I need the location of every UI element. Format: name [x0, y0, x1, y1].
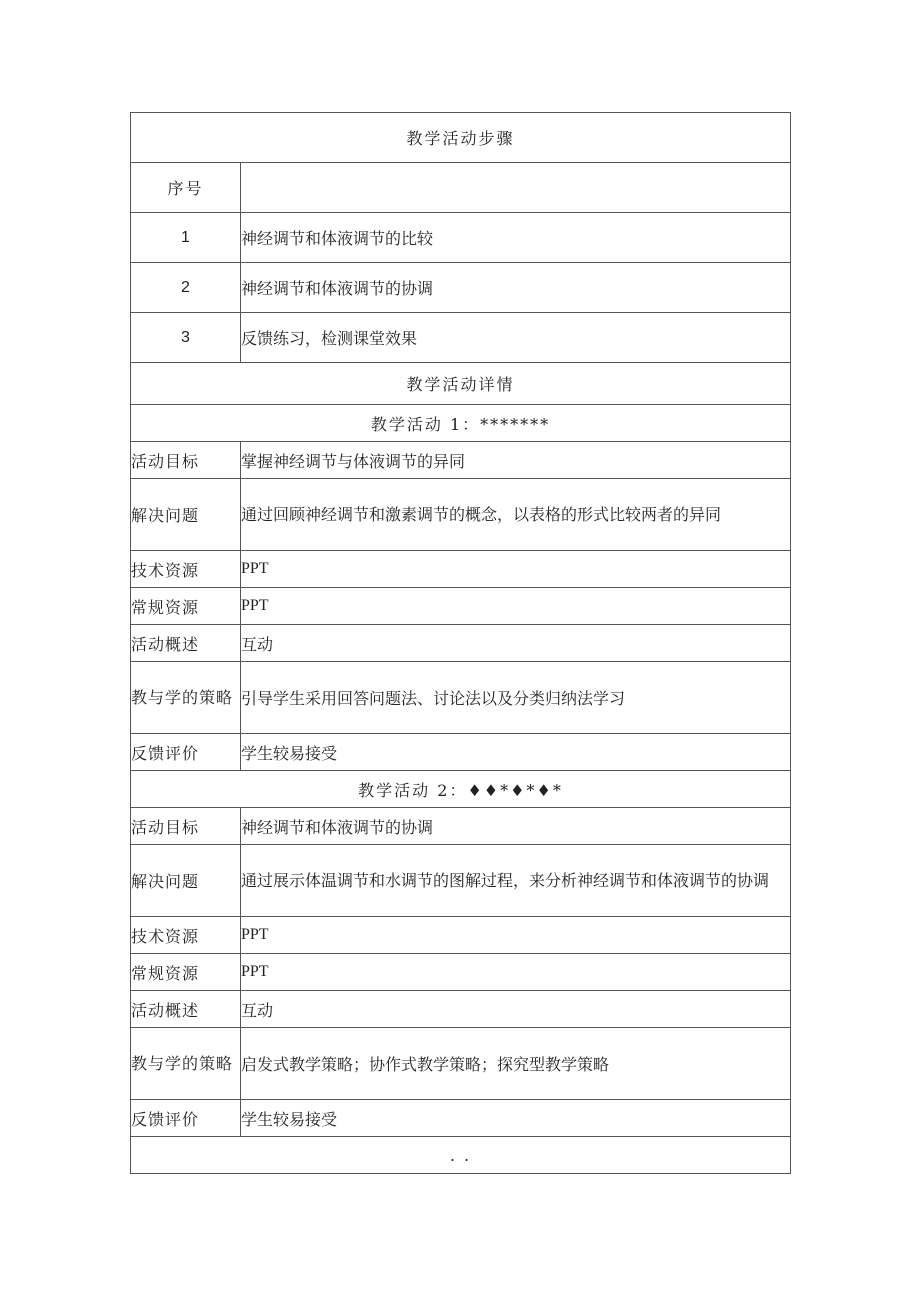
step-number: 2	[131, 263, 241, 313]
activity-1-row	[131, 734, 791, 771]
activity-2-title: 教学活动 2：♦♦*♦*♦*	[131, 771, 791, 808]
activity-2-row	[131, 1028, 791, 1100]
row-value: 学生较易接受	[241, 734, 791, 771]
activity-1-row	[131, 479, 791, 551]
details-header: 教学活动详情	[131, 363, 791, 405]
row-label: 活动概述	[131, 991, 241, 1028]
lesson-plan-table	[130, 112, 791, 1174]
row-label: 反馈评价	[131, 1100, 241, 1137]
row-value: 通过回顾神经调节和激素调节的概念，以表格的形式比较两者的异同	[241, 479, 791, 551]
step-text: 反馈练习，检测课堂效果	[241, 313, 791, 363]
seq-label: 序号	[131, 163, 241, 213]
row-label: 教与学的策略	[131, 1028, 241, 1100]
step-row	[131, 313, 791, 363]
row-value: 互动	[241, 625, 791, 662]
activity-1-row	[131, 625, 791, 662]
activity-2-row	[131, 845, 791, 917]
activity-2-row	[131, 917, 791, 954]
activity-2-row	[131, 991, 791, 1028]
seq-empty-cell	[241, 163, 791, 213]
steps-column-header-row	[131, 163, 791, 213]
step-row	[131, 213, 791, 263]
steps-header: 教学活动步骤	[131, 113, 791, 163]
footer-dots: . .	[131, 1137, 791, 1174]
step-row	[131, 263, 791, 313]
step-number: 1	[131, 213, 241, 263]
row-label: 解决问题	[131, 845, 241, 917]
activity-1-row	[131, 551, 791, 588]
row-value: 学生较易接受	[241, 1100, 791, 1137]
activity-2-row	[131, 1100, 791, 1137]
row-value: PPT	[241, 954, 791, 991]
row-value: PPT	[241, 588, 791, 625]
row-label: 技术资源	[131, 551, 241, 588]
row-value: 掌握神经调节与体液调节的异同	[241, 442, 791, 479]
row-value: 神经调节和体液调节的协调	[241, 808, 791, 845]
activity-1-row	[131, 588, 791, 625]
row-value: 通过展示体温调节和水调节的图解过程，来分析神经调节和体液调节的协调	[241, 845, 791, 917]
row-value: PPT	[241, 917, 791, 954]
row-label: 常规资源	[131, 954, 241, 991]
activity-2-row	[131, 954, 791, 991]
row-label: 解决问题	[131, 479, 241, 551]
step-text: 神经调节和体液调节的比较	[241, 213, 791, 263]
row-value: 启发式教学策略；协作式教学策略；探究型教学策略	[241, 1028, 791, 1100]
row-label: 反馈评价	[131, 734, 241, 771]
activity-1-row	[131, 662, 791, 734]
row-label: 常规资源	[131, 588, 241, 625]
step-number: 3	[131, 313, 241, 363]
activity-1-row	[131, 442, 791, 479]
row-value: PPT	[241, 551, 791, 588]
activity-1-title: 教学活动 1：*******	[131, 405, 791, 442]
row-value: 引导学生采用回答问题法、讨论法以及分类归纳法学习	[241, 662, 791, 734]
row-label: 活动概述	[131, 625, 241, 662]
step-text: 神经调节和体液调节的协调	[241, 263, 791, 313]
row-label: 教与学的策略	[131, 662, 241, 734]
activity-2-row	[131, 808, 791, 845]
row-value: 互动	[241, 991, 791, 1028]
row-label: 技术资源	[131, 917, 241, 954]
row-label: 活动目标	[131, 808, 241, 845]
row-label: 活动目标	[131, 442, 241, 479]
